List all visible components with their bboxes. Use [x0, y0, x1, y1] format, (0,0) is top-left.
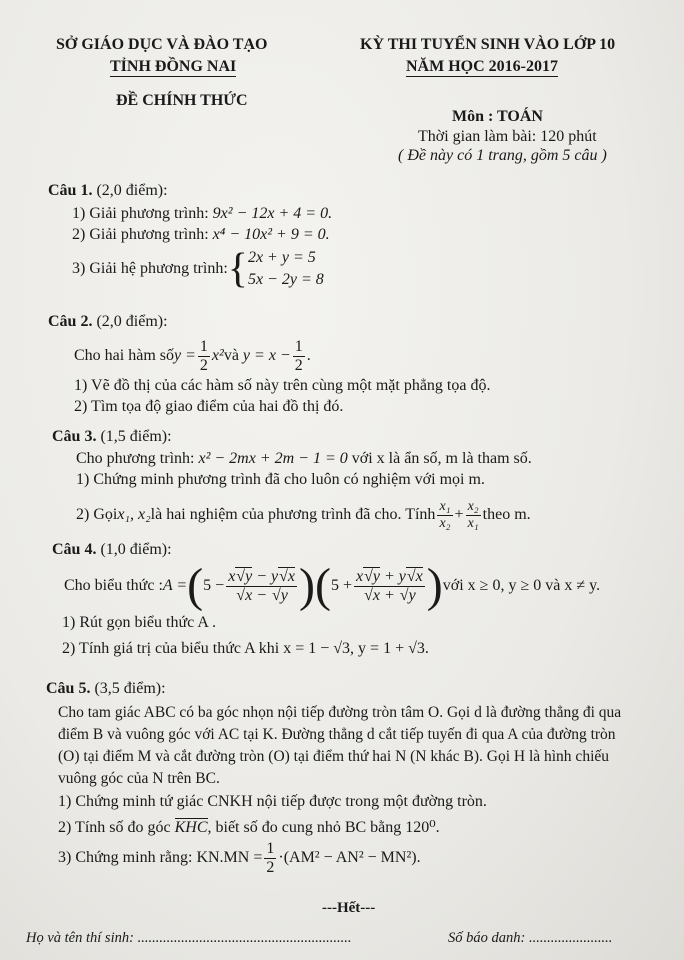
angle-khc: KHC — [174, 819, 208, 836]
q3-intro — [76, 450, 532, 468]
candidate-id-label: Số báo danh: — [448, 930, 529, 946]
candidate-name-label: Họ và tên thí sinh: — [26, 930, 138, 946]
q2-intro-label: Cho hai hàm số — [74, 347, 174, 364]
q5-points: (3,5 điểm): — [90, 680, 166, 697]
q5-item1: 1) Chứng minh tứ giác CNKH nội tiếp được trong một đường tròn. — [58, 793, 487, 810]
q2-title: Câu 2. — [48, 313, 93, 330]
q1-item1-equation: 9x² − 12x + 4 = 0. — [212, 205, 333, 222]
candidate-id-row — [448, 930, 612, 947]
q2-heading — [48, 313, 168, 331]
q3-item1: 1) Chứng minh phương trình đã cho luôn có nghiệm với mọi m. — [76, 471, 485, 488]
header-time: Thời gian làm bài: 120 phút — [418, 128, 597, 145]
q1-title: Câu 1. — [48, 182, 93, 199]
fraction-half-3: $\frac{1}{2}$ — [266, 839, 275, 876]
q5-heading — [46, 680, 166, 698]
candidate-name-row — [26, 930, 351, 947]
q3-points: (1,5 điểm): — [96, 428, 172, 445]
equation-system — [248, 247, 324, 291]
q1-item2-label: 2) Giải phương trình: — [72, 226, 213, 243]
q3-item2: 2) Gọi x₁, x₂ là hai nghiệm của phương trình đã cho. Tính $\frac{\text{x₁}}{\text{x₂}}$ + $\frac{\text{x₂}}{\text{x₁}}$ theo m. — [76, 499, 531, 531]
q4-title: Câu 4. — [52, 541, 97, 558]
header-department: SỞ GIÁO DỤC VÀ ĐÀO TẠO — [56, 36, 268, 53]
q2-points: (2,0 điểm): — [92, 313, 168, 330]
q4-item1: 1) Rút gọn biểu thức A . — [62, 614, 216, 631]
q3-intro-end: với x là ẩn số, m là tham số. — [347, 450, 532, 467]
q5-para-line1: Cho tam giác ABC có ba góc nhọn nội tiếp đường tròn tâm O. Gọi d là đường thẳng đi qua — [58, 704, 622, 721]
q4-intro: Cho biểu thức : — [64, 577, 163, 594]
q3-roots: x₁, x₂ — [117, 506, 151, 523]
q5-item2-label: 2) Tính số đo góc — [58, 819, 175, 836]
end-marker: ---Hết--- — [322, 900, 376, 916]
q1-points: (2,0 điểm): — [92, 182, 168, 199]
fraction-half-2: $\frac{1}{2}$ — [294, 337, 303, 374]
header-subject: Môn : TOÁN — [452, 108, 543, 125]
q5-para-line3: (O) tại điểm M và cắt đường tròn (O) tại điểm thứ hai N (N khác B). Gọi H là hình chiếu — [58, 748, 609, 765]
candidate-id-blank: ....................... — [528, 930, 613, 946]
header-school-year: NĂM HỌC 2016-2017 — [406, 58, 558, 75]
function-1: y = — [174, 347, 196, 364]
q2-item1: 1) Vẽ đồ thị của các hàm số này trên cùng một mặt phẳng tọa độ. — [74, 377, 491, 394]
q1-item1 — [72, 205, 332, 223]
header-note: ( Đề này có 1 trang, gồm 5 câu ) — [398, 147, 607, 164]
header-province: TỈNH ĐỒNG NAI — [110, 58, 237, 75]
header-exam-title: KỲ THI TUYỂN SINH VÀO LỚP 10 — [360, 36, 616, 53]
q5-para-line2: điểm B và vuông góc với AC tại K. Đường thẳng d cắt tiếp tuyến đi qua A của đường tròn — [58, 726, 616, 743]
system-brace: { — [227, 246, 248, 292]
q3-equation: x² − 2mx + 2m − 1 = 0 — [198, 450, 348, 467]
q5-item3-end: ·(AM² − AN² − MN²). — [278, 849, 421, 866]
q1-item3 — [72, 244, 324, 294]
system-eq1: 2x + y = 5 — [247, 249, 316, 266]
q4-heading — [52, 541, 172, 559]
q3-title: Câu 3. — [52, 428, 97, 445]
q1-item2 — [72, 226, 330, 244]
q1-heading — [48, 182, 168, 200]
fraction-minus: $\frac{x√y - y√x}{√x - √y}$ — [228, 567, 295, 604]
q5-item3 — [58, 838, 421, 878]
q5-item2 — [58, 817, 440, 837]
q3-intro-label: Cho phương trình: — [76, 450, 199, 467]
candidate-name-blank: ........................................................... — [137, 930, 352, 946]
system-eq2: 5x − 2y = 8 — [247, 271, 324, 288]
q1-item1-label: 1) Giải phương trình: — [72, 205, 213, 222]
header-official: ĐỀ CHÍNH THỨC — [116, 92, 248, 109]
q2-intro: Cho hai hàm số y = $\frac{1}{2}$ x² và y = x − $\frac{1}{2}$ . — [74, 337, 311, 374]
function-2: y = x − — [238, 347, 291, 364]
q1-item2-equation: x⁴ − 10x² + 9 = 0. — [212, 226, 330, 243]
q3-heading — [52, 428, 172, 446]
q3-item2-end: theo m. — [482, 506, 531, 523]
q5-para-line4: vuông góc của N trên BC. — [58, 770, 220, 787]
q4-points: (1,0 điểm): — [96, 541, 172, 558]
q4-expression: Cho biểu thức : A = ( 5 − $\frac{x√y - y√x}{√x - √y}$ )( 5 + $\frac{x√y + y√x}{√x + √y}$ ) với x ≥ 0, y ≥ 0 và x ≠ y. — [64, 559, 601, 612]
fraction-plus: $\frac{x√y + y√x}{√x + √y}$ — [355, 567, 423, 604]
q4-condition: với x ≥ 0, y ≥ 0 và x ≠ y. — [442, 577, 601, 594]
q3-item2-label: 2) Gọi — [76, 506, 118, 523]
fraction-x1-x2: $\frac{\text{x₁}}{\text{x₂}}$ — [439, 499, 451, 531]
q5-title: Câu 5. — [46, 680, 91, 697]
q5-item2-end: , biết số đo cung nhỏ BC bằng 120⁰. — [207, 819, 440, 836]
q5-item3-label: 3) Chứng minh rằng: KN.MN = — [58, 849, 263, 866]
q2-and: và — [223, 347, 239, 364]
q4-item2: 2) Tính giá trị của biểu thức A khi x = 1 − √3, y = 1 + √3. — [62, 640, 429, 657]
fraction-half-1: $\frac{1}{2}$ — [199, 337, 208, 374]
fraction-x2-x1: $\frac{\text{x₂}}{\text{x₁}}$ — [467, 499, 479, 531]
q1-item3-label: 3) Giải hệ phương trình: — [72, 260, 228, 277]
q2-item2: 2) Tìm tọa độ giao điểm của hai đồ thị đó. — [74, 398, 344, 415]
q3-item2-mid: là hai nghiệm của phương trình đã cho. Tính — [150, 506, 436, 523]
